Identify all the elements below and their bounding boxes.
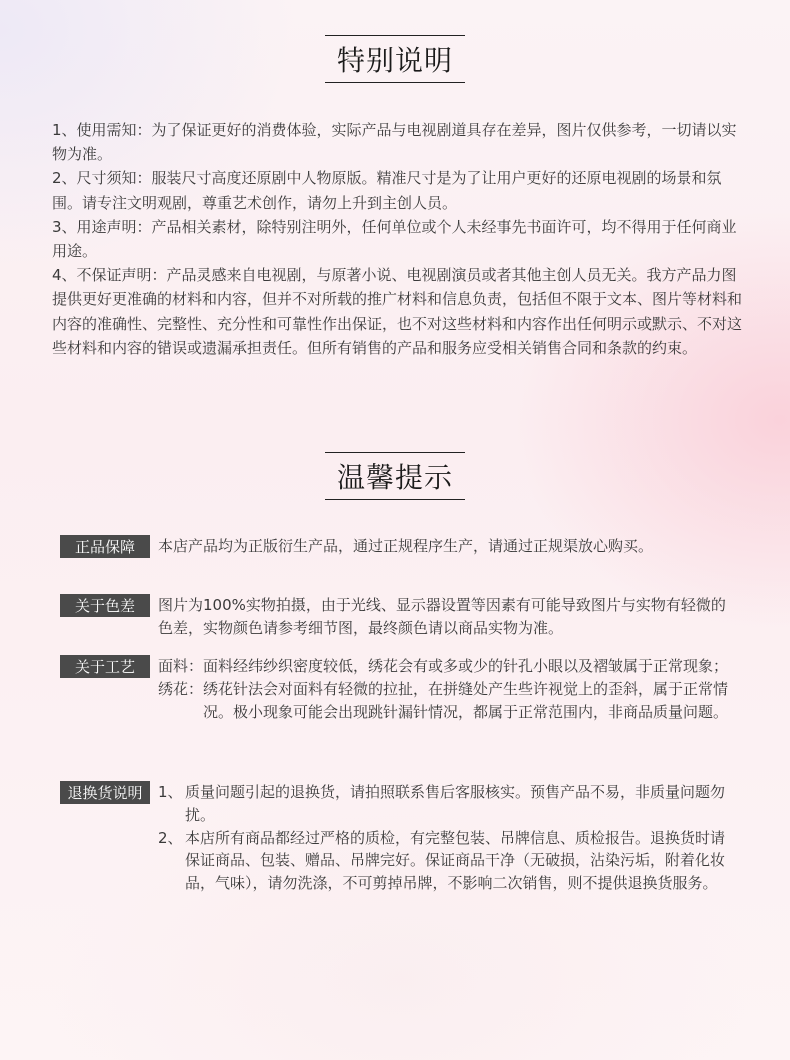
section-title-special-notes: 特别说明 xyxy=(325,35,465,83)
returns-text xyxy=(158,781,738,895)
craft-label: 关于工艺 xyxy=(60,655,150,678)
craft-text xyxy=(158,655,738,723)
special-notes-text xyxy=(52,118,742,360)
returns-item xyxy=(158,781,738,827)
returns-item-number: 1、 xyxy=(158,783,183,801)
note-paragraph: 4、不保证声明：产品灵感来自电视剧，与原著小说、电视剧演员或者其他主创人员无关。我方产品力图提供更好更准确的材料和内容，但并不对所载的推广材料和信息负责，包括但不限于文本、图片等材料和内容的准确性、完整性、充分性和可靠性作出保证，也不对这些材料和内容作出任何明示或默示、不对这些材料和内容的错误或遗漏承担责任。但所有销售的产品和服务应受相关销售合同和条款的约束。 xyxy=(52,266,743,357)
note-paragraph: 3、用途声明：产品相关素材，除特别注明外，任何单位或个人未经事先书面许可，均不得用于任何商业用途。 xyxy=(52,217,737,261)
returns-item xyxy=(158,827,738,895)
returns-item-value: 本店所有商品都经过严格的质检，有完整包装、吊牌信息、质检报告。退换货时请保证商品、包装、赠品、吊牌完好。保证商品干净（无破损，沾染污垢，附着化妆品，气味），请勿洗涤，不可剪掉吊牌，不影响二次销售，则不提供退换货服务。 xyxy=(185,828,726,893)
returns-item-value: 质量问题引起的退换货，请拍照联系售后客服核实。预售产品不易，非质量问题勿扰。 xyxy=(185,783,726,824)
craft-item xyxy=(158,678,738,724)
returns-item-number: 2、 xyxy=(158,828,183,847)
genuine-text-content: 本店产品均为正版衍生产品，通过正规程序生产，请通过正规渠放心购买。 xyxy=(158,537,654,555)
craft-item-key: 面料： xyxy=(158,657,204,675)
craft-item xyxy=(158,655,738,678)
craft-item-value: 绣花针法会对面料有轻微的拉扯，在拼缝处产生些许视觉上的歪斜，属于正常情况。极小现象可能会出现跳针漏针情况，都属于正常范围内，非商品质量问题。 xyxy=(203,679,729,721)
note-paragraph: 2、尺寸须知：服装尺寸高度还原剧中人物原版。精准尺寸是为了让用户更好的还原电视剧的场景和氛围。请专注文明观剧，尊重艺术创作，请勿上升到主创人员。 xyxy=(52,169,722,212)
craft-item-value: 面料经纬纱织密度较低，绣花会有或多或少的针孔小眼以及褶皱属于正常现象； xyxy=(203,657,729,675)
genuine-label: 正品保障 xyxy=(60,535,150,558)
genuine-text xyxy=(158,535,738,558)
section-title-warm-tips: 温馨提示 xyxy=(325,452,465,500)
color-label: 关于色差 xyxy=(60,594,150,617)
returns-label: 退换货说明 xyxy=(60,781,150,804)
note-paragraph: 1、使用需知：为了保证更好的消费体验，实际产品与电视剧道具存在差异，图片仅供参考，一切请以实物为准。 xyxy=(52,121,737,164)
craft-item-key: 绣花： xyxy=(158,679,204,698)
color-text xyxy=(158,594,738,640)
color-text-content: 图片为100%实物拍摄，由于光线、显示器设置等因素有可能导致图片与实物有轻微的色差，实物颜色请参考细节图，最终颜色请以商品实物为准。 xyxy=(158,596,726,637)
